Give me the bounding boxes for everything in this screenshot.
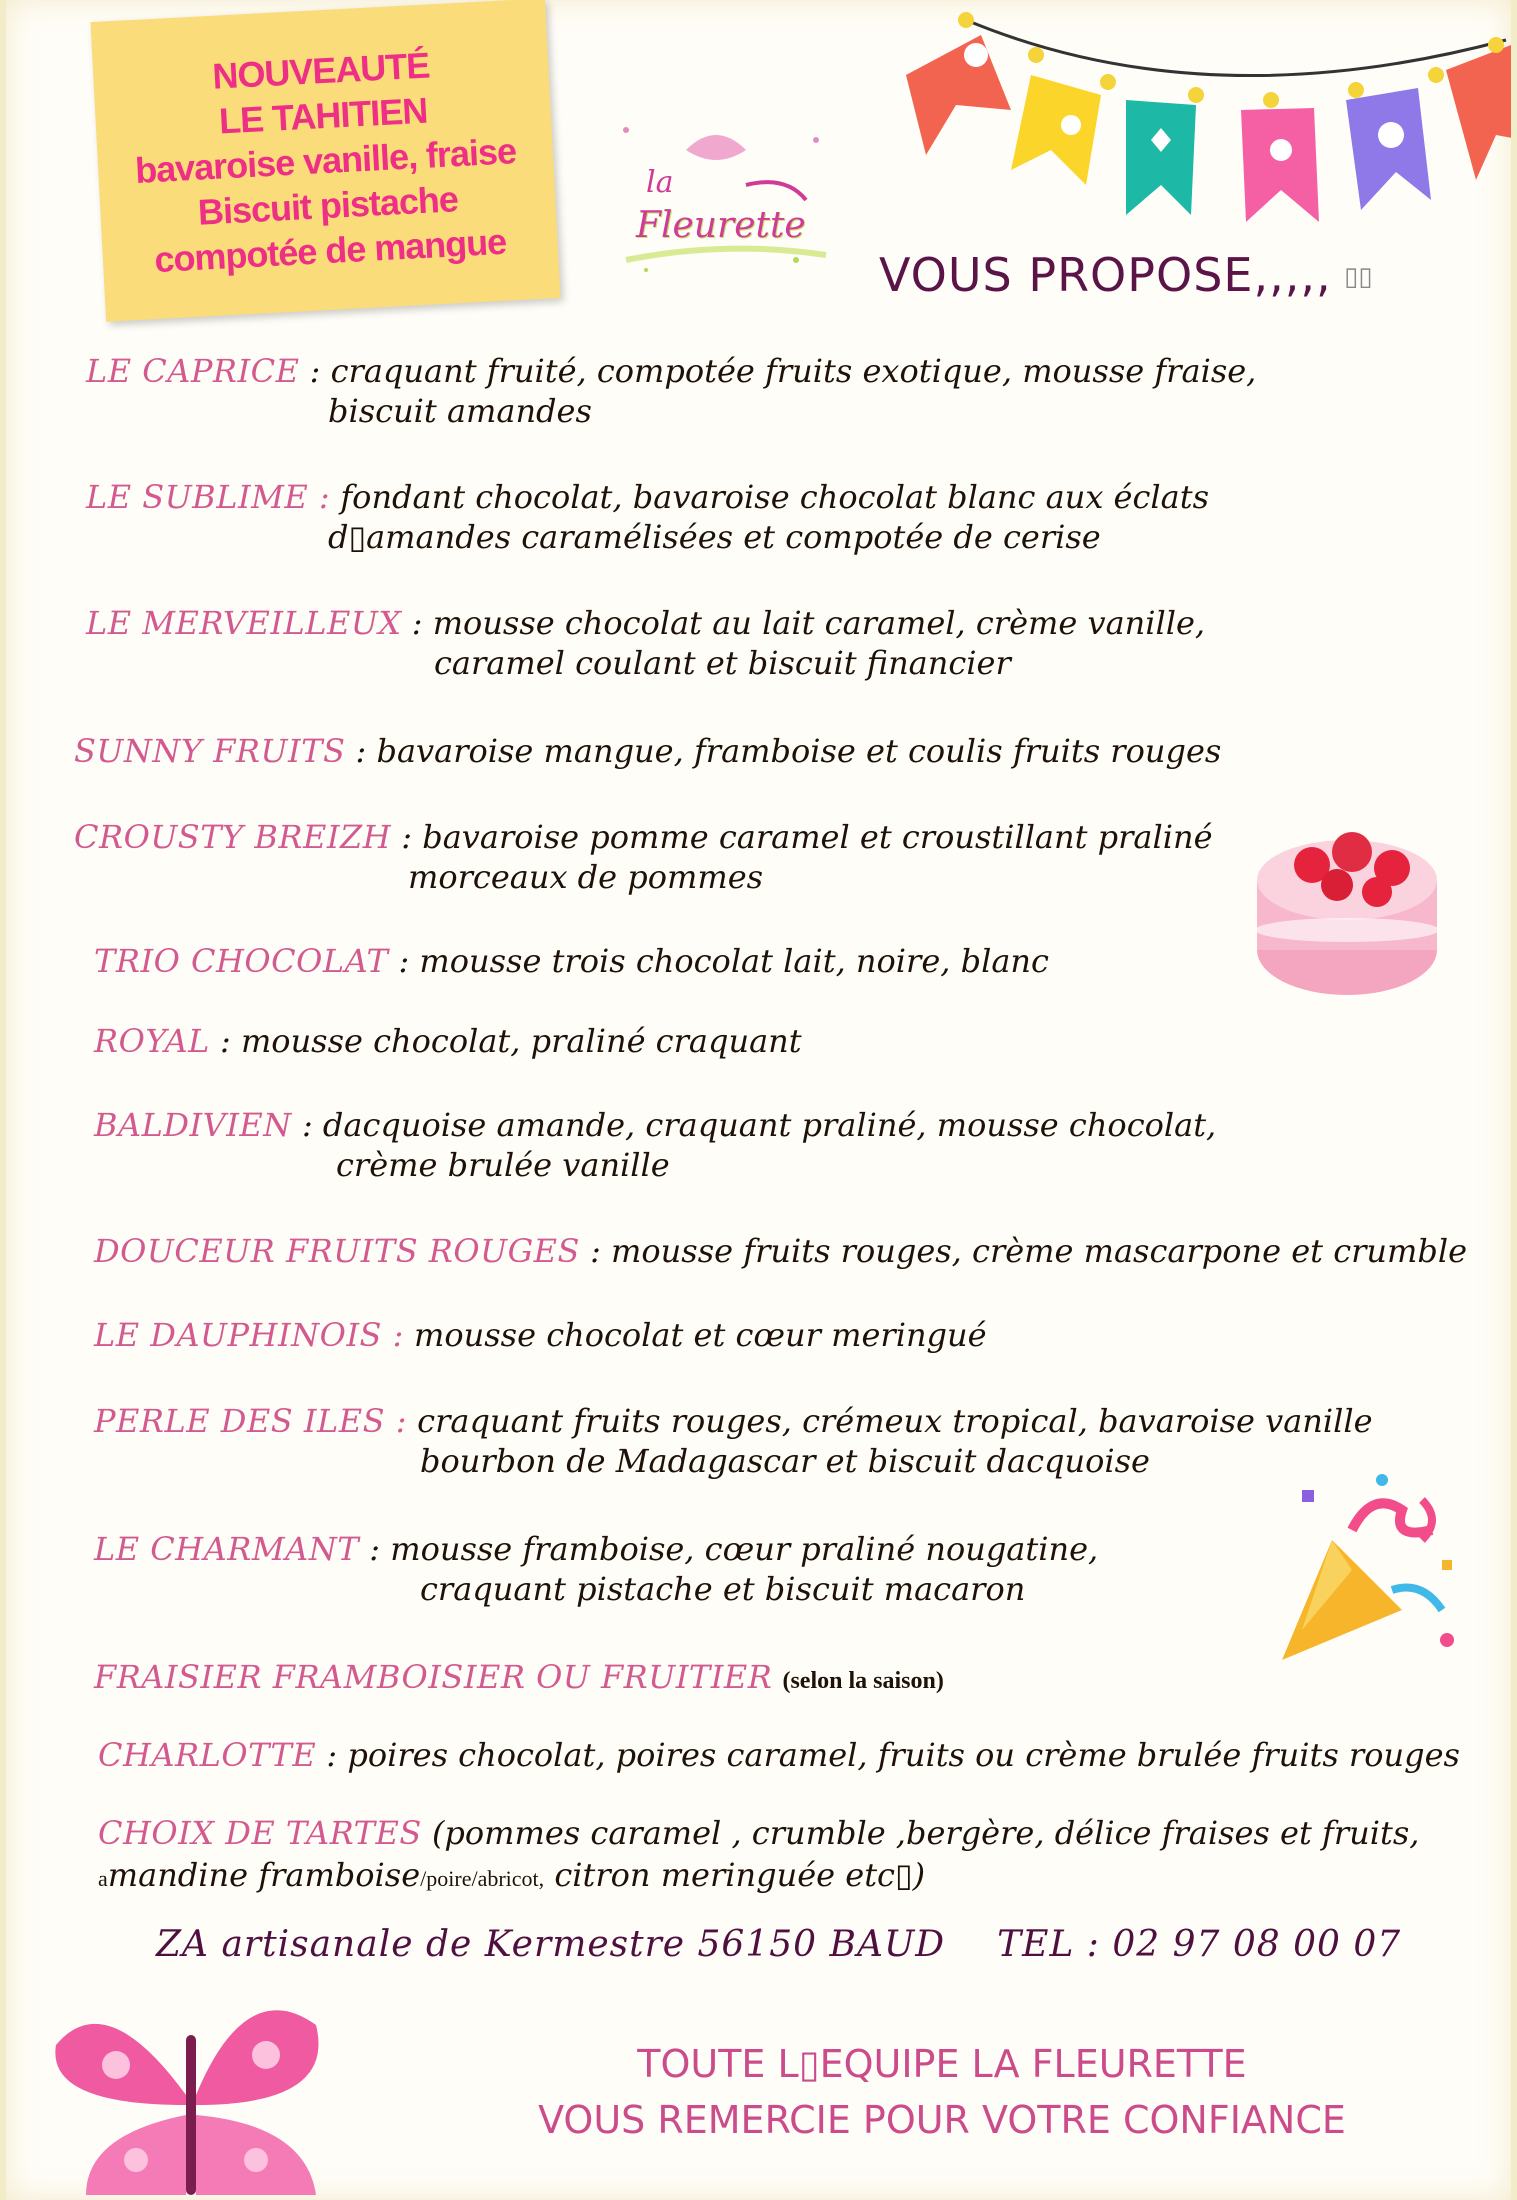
menu-item-sunny-fruits (74, 732, 1221, 770)
item-desc: (selon la saison) (782, 1668, 944, 1694)
logo-la: la (646, 165, 674, 200)
item-desc: craquant fruité, compotée fruits exotique, mousse fraise, (330, 352, 1257, 390)
menu-item-royal (94, 1022, 802, 1060)
item-sep (422, 1814, 432, 1852)
butterfly-icon (46, 1995, 336, 2195)
menu-sheet (6, 0, 1511, 2200)
item-desc: mousse chocolat au lait caramel, crème vanille, (432, 604, 1206, 642)
item-desc: dacquoise amande, craquant praliné, mousse chocolat, (322, 1106, 1217, 1144)
item-sep (330, 478, 340, 516)
menu-item-charlotte (98, 1736, 1460, 1774)
thanks-line-1: TOUTE L▯EQUIPE LA FLEURETTE (637, 2042, 1247, 2086)
item-name: LE DAUPHINOIS : (94, 1316, 404, 1354)
item-sep (404, 1316, 414, 1354)
item-name: CHARLOTTE (98, 1736, 317, 1774)
item-desc: bavaroise pomme caramel et croustillant praliné (422, 818, 1213, 856)
item-desc: (pommes caramel , crumble ,bergère, délice fraises et fruits, (431, 1814, 1420, 1852)
item-sep: : (579, 1232, 612, 1270)
footer-address (156, 1924, 1401, 1965)
item-name: LE CHARMANT (94, 1530, 360, 1568)
item-desc-a: a (98, 1866, 108, 1891)
item-desc: mousse chocolat et cœur meringué (414, 1316, 987, 1354)
item-desc: mousse fruits rouges, crème mascarpone et crumble (611, 1232, 1468, 1270)
header-title: VOUS PROPOSE,,,,, (879, 248, 1332, 302)
item-desc-d: citron meringuée etc▯) (544, 1856, 926, 1894)
item-desc: poires chocolat, poires caramel, fruits ou crème brulée fruits rouges (347, 1736, 1460, 1774)
menu-item-perle-des-iles (94, 1402, 1373, 1440)
item-sep (772, 1658, 782, 1696)
menu-item-desc-line2: morceaux de pommes (408, 858, 764, 896)
promo-line-5: compotée de mangue (153, 220, 508, 280)
menu-item-tartes-line2 (98, 1856, 925, 1894)
item-sep: : (316, 1736, 348, 1774)
item-name: LE SUBLIME : (86, 478, 331, 516)
item-desc-c: /poire/abricot, (420, 1866, 545, 1891)
item-name: PERLE DES ILES : (94, 1402, 407, 1440)
item-name: DOUCEUR FRUITS ROUGES (94, 1232, 580, 1270)
promo-box (90, 0, 560, 322)
promo-line-4: Biscuit pistache (196, 177, 459, 233)
item-desc-b: mandine framboise (107, 1856, 421, 1894)
item-name: TRIO CHOCOLAT (94, 942, 389, 980)
item-name: CHOIX DE TARTES (98, 1814, 422, 1852)
menu-item-caprice (86, 352, 1256, 390)
item-sep: : (388, 942, 420, 980)
thanks-line-2: VOUS REMERCIE POUR VOTRE CONFIANCE (538, 2098, 1346, 2142)
menu-item-trio-chocolat (94, 942, 1049, 980)
item-name: ROYAL (94, 1022, 210, 1060)
menu-item-douceur-fruits-rouges (94, 1232, 1467, 1270)
item-name: BALDIVIEN (94, 1106, 292, 1144)
menu-item-desc-line2: d▯amandes caramélisées et compotée de cerise (328, 518, 1101, 556)
item-sep: : (401, 604, 433, 642)
item-sep: : (209, 1022, 241, 1060)
item-sep: : (299, 352, 331, 390)
menu-item-desc-line2: biscuit amandes (328, 392, 592, 430)
menu-item-charmant (94, 1530, 1098, 1568)
item-desc: mousse chocolat, praliné craquant (240, 1022, 802, 1060)
address-text: ZA artisanale de Kermestre 56150 BAUD (156, 1924, 946, 1965)
item-desc: craquant fruits rouges, crémeux tropical, bavaroise vanille (417, 1402, 1373, 1440)
item-name: FRAISIER FRAMBOISIER OU FRUITIER (94, 1658, 773, 1696)
menu-item-desc-line2: bourbon de Madagascar et biscuit dacquoise (420, 1442, 1150, 1480)
item-name: LE MERVEILLEUX (86, 604, 402, 642)
menu-item-desc-line2: caramel coulant et biscuit financier (434, 644, 1011, 682)
logo-name: Fleurette (636, 205, 806, 246)
item-desc: bavaroise mangue, framboise et coulis fruits rouges (376, 732, 1222, 770)
item-name: CROUSTY BREIZH (74, 818, 392, 856)
menu-item-fraisier (94, 1658, 944, 1696)
item-sep: : (391, 818, 423, 856)
item-sep: : (359, 1530, 391, 1568)
item-desc: mousse framboise, cœur praliné nougatine, (390, 1530, 1099, 1568)
menu-item-sublime (86, 478, 1209, 516)
bunting-flags-icon (886, 0, 1511, 240)
menu-item-dauphinois (94, 1316, 987, 1354)
menu-item-baldivien (94, 1106, 1216, 1144)
phone-text: TEL : 02 97 08 00 07 (997, 1924, 1402, 1965)
item-name: SUNNY FRUITS (74, 732, 346, 770)
menu-item-tartes (98, 1814, 1419, 1852)
menu-item-crousty-breizh (74, 818, 1213, 856)
menu-item-desc-line2: craquant pistache et biscuit macaron (420, 1570, 1026, 1608)
item-sep (407, 1402, 417, 1440)
promo-line-2: LE TAHITIEN (218, 89, 429, 141)
party-popper-icon (1272, 1470, 1472, 1670)
la-fleurette-logo (606, 110, 846, 290)
item-sep: : (291, 1106, 323, 1144)
item-desc: fondant chocolat, bavaroise chocolat blanc aux éclats (340, 478, 1209, 516)
header-mark: ▯▯ (1344, 262, 1373, 292)
sparkle-icon (606, 110, 846, 290)
menu-item-merveilleux (86, 604, 1205, 642)
item-name: LE CAPRICE (86, 352, 300, 390)
item-desc: mousse trois chocolat lait, noire, blanc (419, 942, 1049, 980)
item-sep: : (345, 732, 377, 770)
strawberry-cake-icon (1242, 800, 1452, 1010)
promo-line-3: bavaroise vanille, fraise (134, 129, 517, 191)
menu-item-desc-line2: crème brulée vanille (336, 1146, 670, 1184)
promo-line-1: NOUVEAUTÉ (211, 43, 431, 97)
footer-thanks (492, 2036, 1392, 2148)
